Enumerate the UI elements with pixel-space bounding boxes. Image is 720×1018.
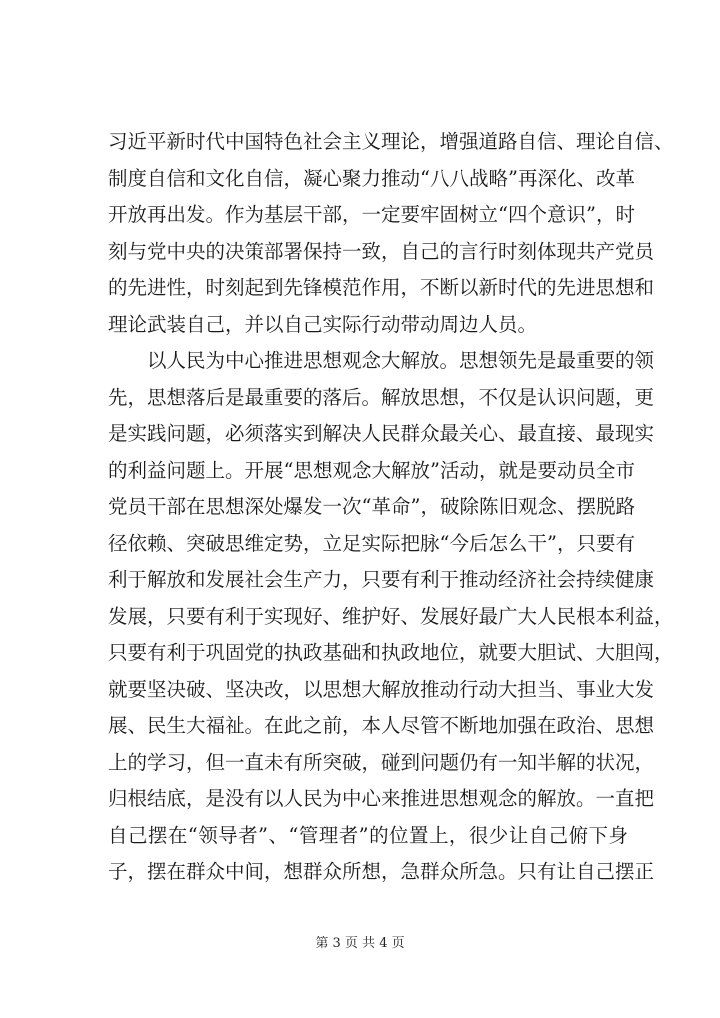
text-line: 径依赖、突破思维定势，立足实际把脉“今后怎么干”，只要有 [108,531,635,555]
text-line: 归根结底，是没有以人民为中心来推进思想观念的解放。一直把 [108,787,655,810]
body-text [108,124,674,891]
text-line: 就要坚决破、坚决改，以思想大解放推动行动大担当、事业大发 [108,677,655,701]
text-line: 以人民为中心推进思想观念大解放。思想领先是最重要的领 [147,349,655,372]
text-line: 党员干部在思想深处爆发一次“革命”，破除陈旧观念、摆脱路 [108,495,635,518]
text-line: 是实践问题，必须落实到解决人民群众最关心、最直接、最现实 [108,422,655,445]
text-line: 制度自信和文化自信，凝心聚力推动“八八战略”再深化、改革 [108,166,635,190]
text-line: 子，摆在群众中间，想群众所想，急群众所急。只有让自己摆正 [108,860,655,883]
text-line: 只要有利于巩固党的执政基础和执政地位，就要大胆试、大胆闯， [108,641,674,664]
text-line: 习近平新时代中国特色社会主义理论，增强道路自信、理论自信、 [108,130,674,153]
text-line: 发展，只要有利于实现好、维护好、发展好最广大人民根本利益， [108,604,674,628]
text-line: 展、民生大福祉。在此之前，本人尽管不断地加强在政治、思想 [108,714,655,737]
text-line: 先，思想落后是最重要的落后。解放思想，不仅是认识问题，更 [108,385,655,409]
page-footer: 第 3 页 共 4 页 [315,936,405,951]
text-line: 刻与党中央的决策部署保持一致，自己的言行时刻体现共产党员 [108,239,655,263]
text-line: 利于解放和发展社会生产力，只要有利于推动经济社会持续健康 [108,568,655,591]
text-line: 开放再出发。作为基层干部，一定要牢固树立“四个意识”，时 [108,203,635,226]
text-line: 的利益问题上。开展“思想观念大解放”活动，就是要动员全市 [108,458,635,482]
paragraph [108,124,674,343]
paragraph [108,343,674,891]
text-line: 的先进性，时刻起到先锋模范作用，不断以新时代的先进思想和 [108,276,655,299]
text-line: 理论武装自己，并以自己实际行动带动周边人员。 [108,312,538,336]
text-line: 上的学习，但一直未有所突破，碰到问题仍有一知半解的状况， [108,750,655,774]
text-line: 自己摆在“领导者”、“管理者”的位置上，很少让自己俯下身 [108,823,628,847]
